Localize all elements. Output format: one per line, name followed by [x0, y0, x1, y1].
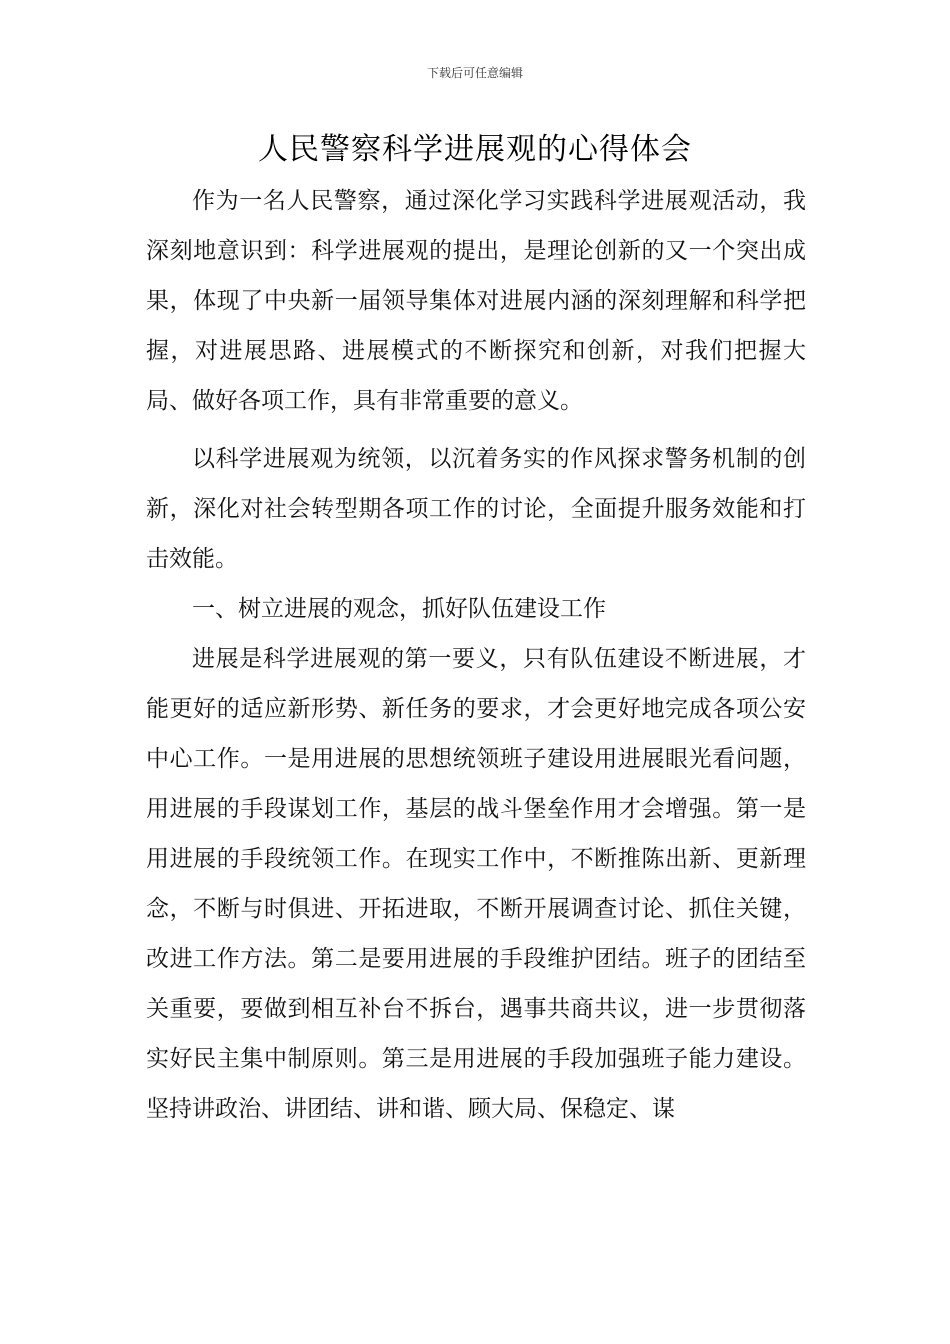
paragraph-guideline: 以科学进展观为统领，以沉着务实的作风探求警务机制的创新，深化对社会转型期各项工作的讨论，全面提升服务效能和打击效能。 — [146, 446, 806, 572]
header-note: 下载后可任意编辑 — [426, 66, 523, 80]
paragraph-section-body: 进展是科学进展观的第一要义，只有队伍建设不断进展，才能更好的适应新形势、新任务的要求，才会更好地完成各项公安中心工作。一是用进展的思想统领班子建设用进展眼光看问题，用进展的手段谋划工作，基层的战斗堡垒作用才会增强。第一是用进展的手段统领工作。在现实工作中，不断推陈出新、更新理念，不断与时俱进、开拓进取，不断开展调查讨论、抓住关键，改进工作方法。第二是要用进展的手段维护团结。班子的团结至关重要，要做到相互补台不拆台，遇事共商共议，进一步贯彻落实好民主集中制原则。第三是用进展的手段加强班子能力建设。坚持讲政治、讲团结、讲和谐、顾大局、保稳定、谋 — [146, 646, 806, 1122]
page-title: 人民警察科学进展观的心得体会 — [258, 132, 692, 167]
paragraph-intro: 作为一名人民警察，通过深化学习实践科学进展观活动，我深刻地意识到：科学进展观的提出，是理论创新的又一个突出成果，体现了中央新一届领导集体对进展内涵的深刻理解和科学把握，对进展思路、进展模式的不断探究和创新，对我们把握大局、做好各项工作，具有非常重要的意义。 — [146, 188, 806, 414]
document-body — [146, 176, 806, 1134]
section-heading: 一、树立进展的观念，抓好队伍建设工作 — [192, 596, 606, 622]
